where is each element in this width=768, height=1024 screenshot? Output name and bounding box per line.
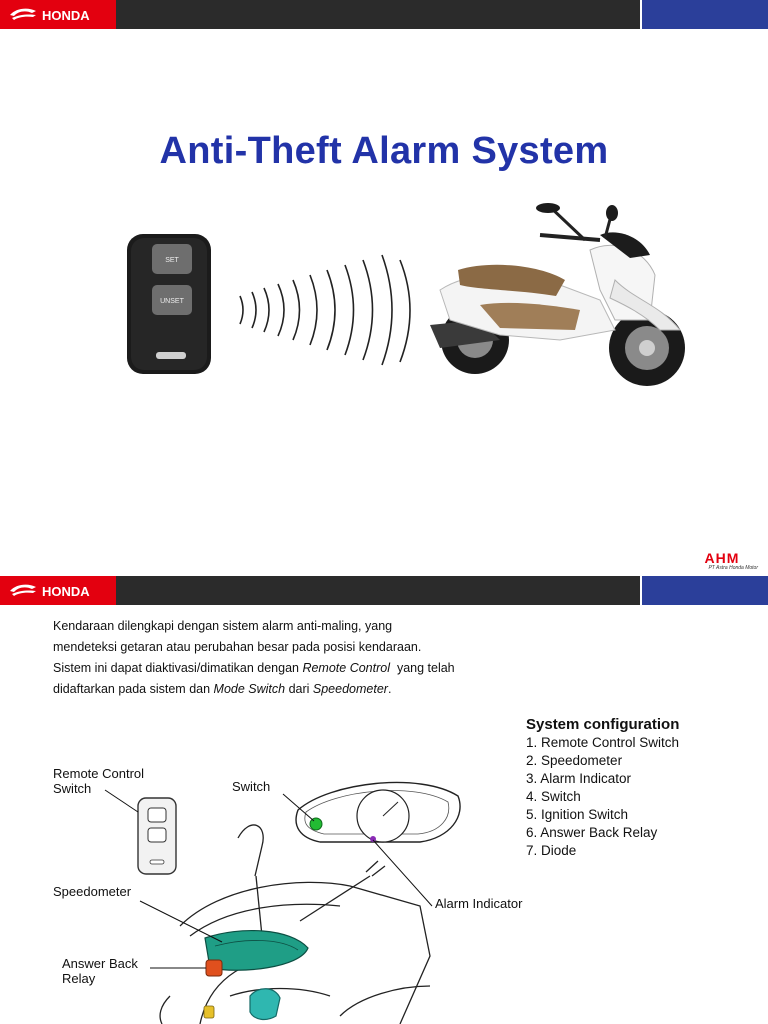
list-item: 4. Switch [526, 789, 581, 804]
svg-text:UNSET: UNSET [160, 298, 184, 305]
speedometer-cluster-icon [296, 782, 460, 842]
list-item: 7. Diode [526, 843, 577, 858]
system-configuration-title: System configuration [526, 716, 680, 733]
signal-waves-icon [240, 255, 410, 365]
scooter-icon [430, 203, 685, 386]
description-line: mendeteksi getaran atau perubahan besar pada posisi kendaraan. [53, 640, 422, 654]
slide-title: Anti-Theft Alarm System [159, 130, 609, 172]
slide-2 [0, 576, 768, 1024]
answer-back-relay-icon [206, 960, 222, 976]
svg-text:HONDA: HONDA [42, 8, 90, 23]
remote-fob-icon [127, 234, 211, 374]
list-item: 2. Speedometer [526, 753, 623, 768]
list-item: 1. Remote Control Switch [526, 735, 680, 750]
ignition-switch-icon [250, 989, 280, 1020]
label-alarm-indicator: Alarm Indicator [435, 896, 523, 911]
svg-text:AHM: AHM [704, 551, 740, 565]
description-line: Sistem ini dapat diaktivasi/dimatikan dengan Remote Control yang telah [53, 661, 455, 675]
list-item: 6. Answer Back Relay [526, 825, 658, 840]
list-item: 5. Ignition Switch [526, 807, 629, 822]
label-switch: Switch [232, 779, 271, 794]
svg-text:HONDA: HONDA [42, 584, 90, 599]
scooter-outline-icon [160, 825, 430, 1024]
svg-text:SET: SET [165, 257, 179, 264]
ahm-logo-subtitle: PT Astra Honda Motor [708, 565, 758, 571]
ahm-logo-mark [692, 551, 752, 565]
diode-icon [204, 1006, 214, 1018]
description-line: didaftarkan pada sistem dan Mode Switch dari Speedometer. [53, 682, 392, 696]
label-remote-control-switch: Remote Control Switch [53, 766, 145, 796]
description-line: Kendaraan dilengkapi dengan sistem alarm anti-maling, yang [53, 619, 393, 633]
label-answer-back-relay: Answer Back Relay [62, 956, 138, 986]
list-item: 3. Alarm Indicator [526, 771, 632, 786]
system-diagram [0, 576, 768, 1024]
remote-control-icon [138, 798, 176, 874]
ahm-logo [686, 551, 758, 573]
label-speedometer: Speedometer [53, 884, 132, 899]
